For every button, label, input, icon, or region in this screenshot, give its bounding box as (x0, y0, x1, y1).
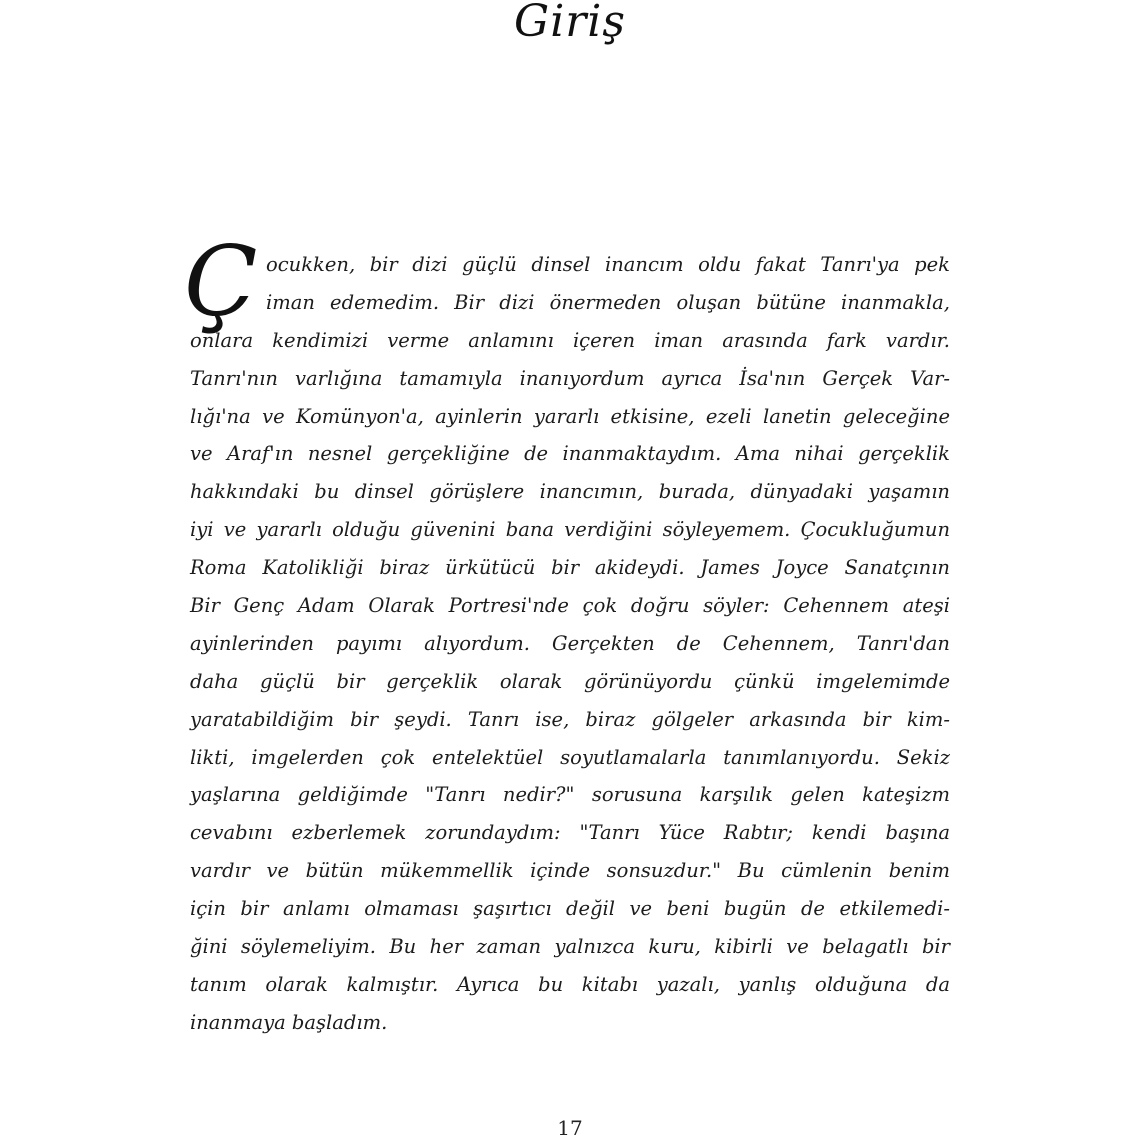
text-line: ayinlerinden payımı alıyordum. Gerçekten de Cehennem, Tanrı'dan (190, 631, 950, 655)
text-line: likti, imgelerden çok entelektüel soyutlamalarla tanımlanıyordu. Sekiz (190, 745, 950, 769)
text-line: iman edemedim. Bir dizi önermeden oluşan bütüne inanmakla, (266, 290, 950, 314)
text-line: Bir Genç Adam Olarak Portresi'nde çok doğru söyler: Cehennem ateşi (190, 594, 950, 618)
text-line: için bir anlamı olmaması şaşırtıcı değil ve beni bugün de etkilemedi- (190, 897, 950, 921)
text-line: tanım olarak kalmıştır. Ayrıca bu kitabı yazalı, yanlış olduğuna da (190, 972, 950, 996)
chapter-title: Giriş (514, 0, 626, 47)
text-line: ocukken, bir dizi güçlü dinsel inancım oldu fakat Tanrı'ya pek (266, 253, 950, 276)
text-line: ğini söylemeliyim. Bu her zaman yalnızca kuru, kibirli ve belagatlı bir (190, 935, 950, 959)
text-line: hakkındaki bu dinsel görüşlere inancımın, burada, dünyadaki yaşamın (190, 480, 950, 504)
text-line: iyi ve yararlı olduğu güvenini bana verdiğini söyleyemem. Çocukluğumun (190, 518, 950, 542)
text-line: daha güçlü bir gerçeklik olarak görünüyordu çünkü imgelemimde (190, 669, 950, 693)
text-line: lığı'na ve Komünyon'a, ayinlerin yararlı etkisine, ezeli lanetin geleceğine (190, 404, 950, 428)
text-line: Tanrı'nın varlığına tamamıyla inanıyordum ayrıca İsa'nın Gerçek Var- (190, 366, 950, 390)
text-line: yaratabildiğim bir şeydi. Tanrı ise, biraz gölgeler arkasında bir kim- (190, 707, 950, 731)
text-line: yaşlarına geldiğimde "Tanrı nedir?" sorusuna karşılık gelen kateşizm (190, 783, 950, 807)
page-number: 17 (557, 1116, 583, 1140)
text-line: vardır ve bütün mükemmellik içinde sonsuzdur." Bu cümlenin benim (190, 859, 950, 883)
drop-cap: Ç (184, 226, 258, 338)
text-line: inanmaya başladım. (190, 1010, 388, 1034)
body-paragraph (190, 246, 950, 1042)
text-line: ve Araf'ın nesnel gerçekliğine de inanmaktaydım. Ama nihai gerçeklik (190, 442, 950, 466)
text-line: cevabını ezberlemek zorundaydım: "Tanrı Yüce Rabtır; kendi başına (190, 821, 950, 845)
text-line: onlara kendimizi verme anlamını içeren iman arasında fark vardır. (190, 328, 950, 352)
text-line: Roma Katolikliği biraz ürkütücü bir akideydi. James Joyce Sanatçının (190, 556, 950, 580)
